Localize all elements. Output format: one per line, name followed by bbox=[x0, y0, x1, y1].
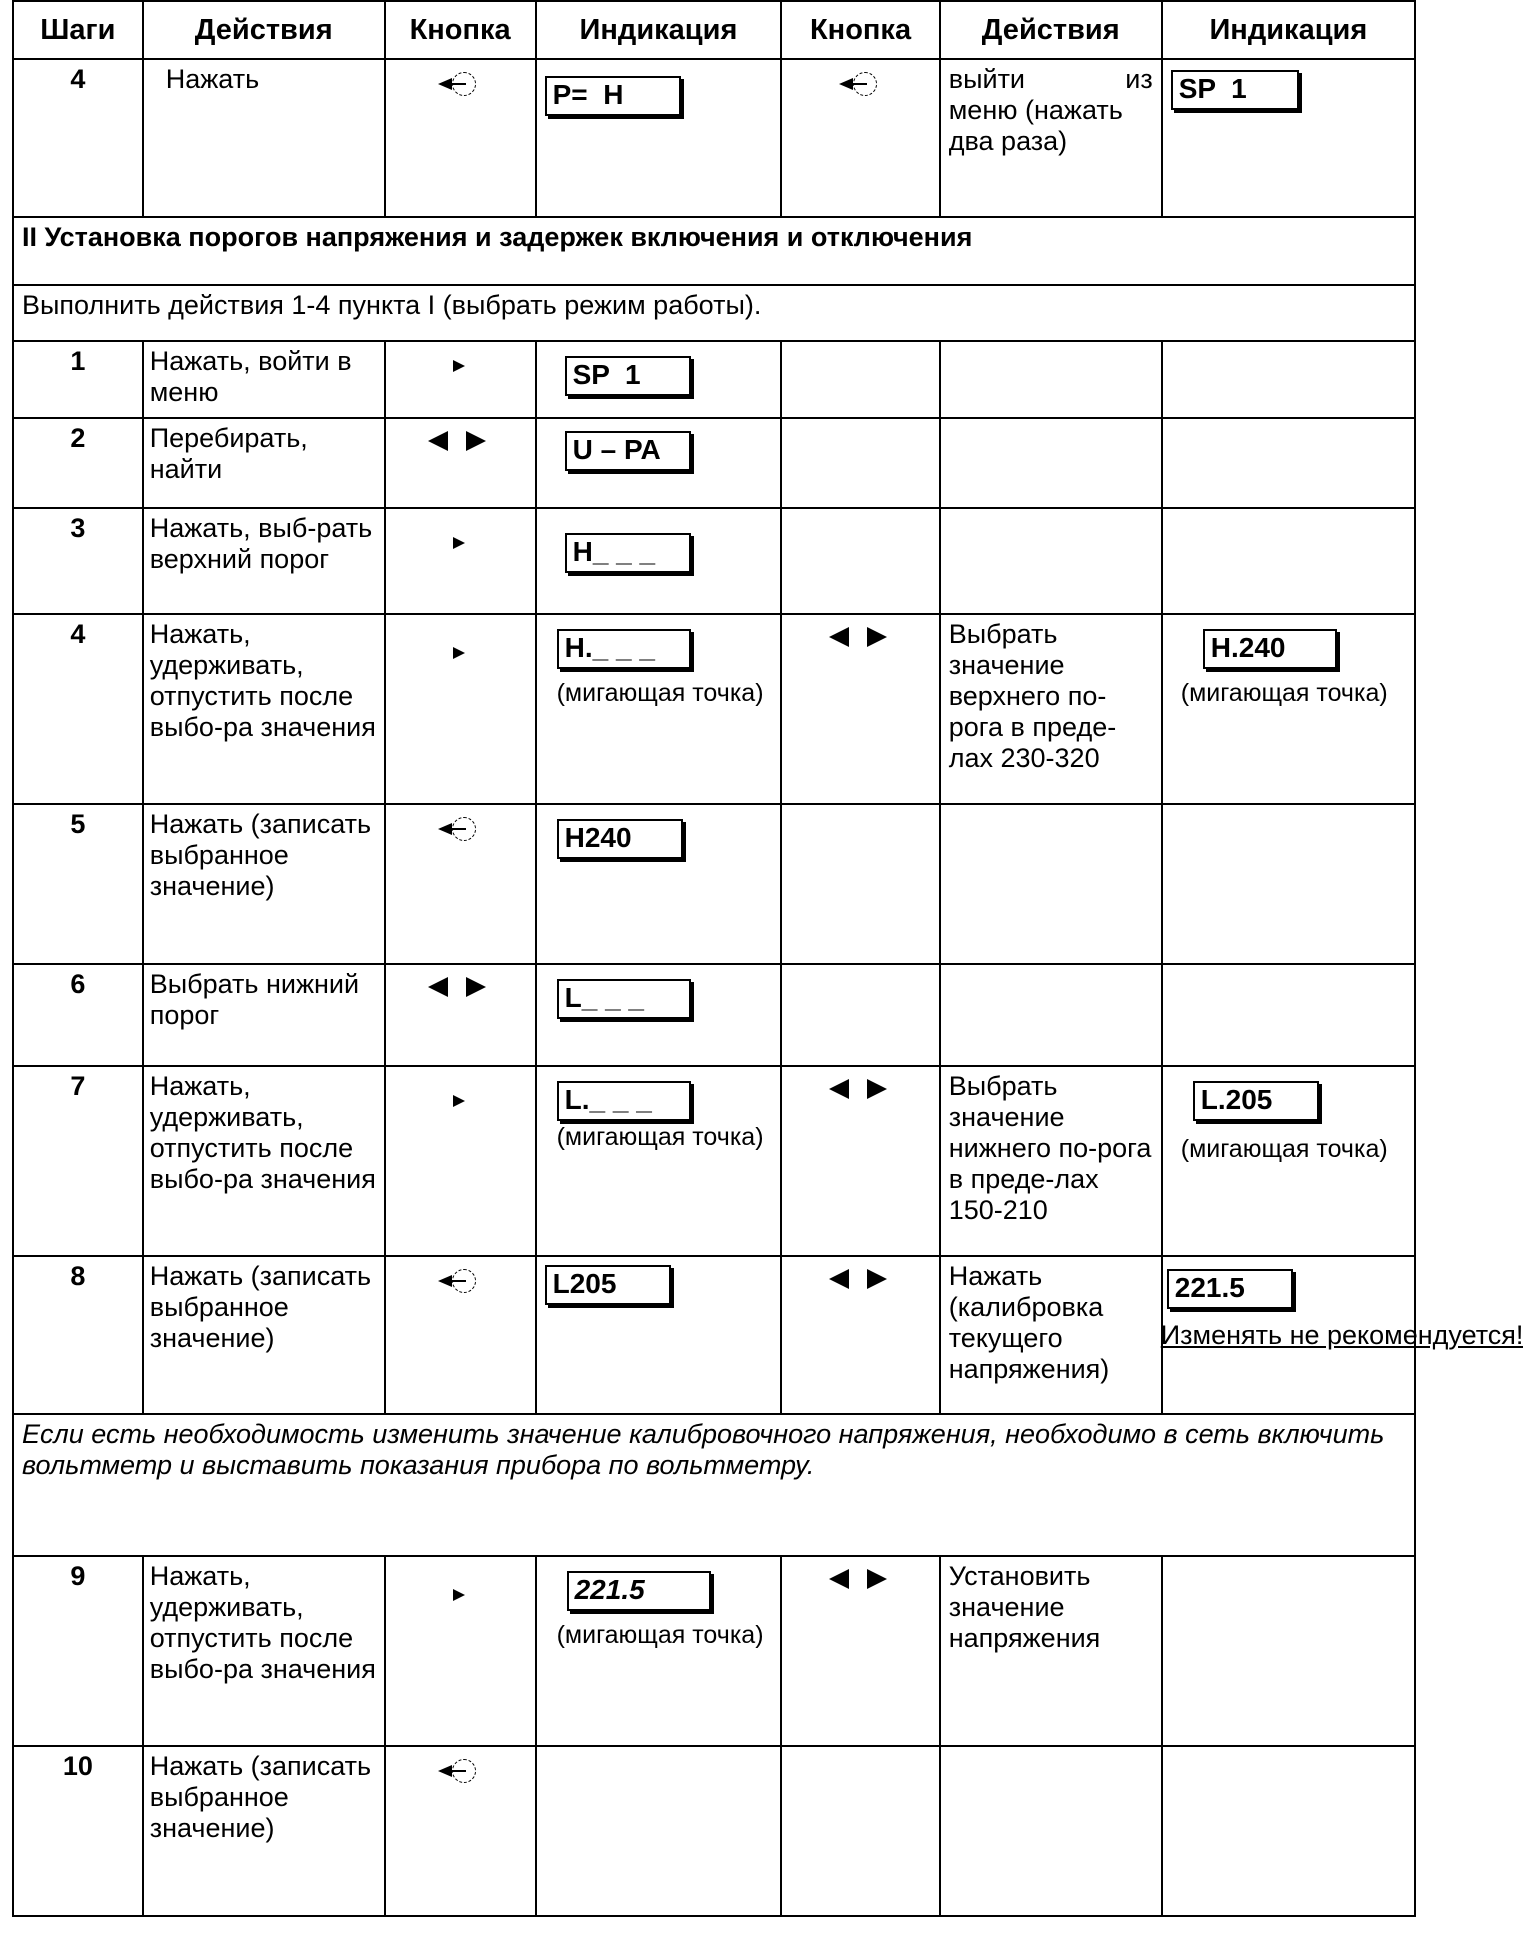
instruction-page bbox=[12, 0, 1523, 1917]
indication-cell-2 bbox=[1162, 1066, 1415, 1256]
action-cell: Нажать, выб-рать верхний порог bbox=[143, 508, 385, 614]
indication-cell-2 bbox=[1160, 1256, 1523, 1414]
action-cell: Выбрать нижний порог bbox=[143, 964, 385, 1066]
action-cell-2: Выбрать значение верхнего по-рога в преде-лах 230-320 bbox=[940, 614, 1162, 804]
indicator-display: L.205 bbox=[1193, 1081, 1319, 1121]
step-number: 6 bbox=[13, 964, 143, 1066]
section-row bbox=[13, 217, 1415, 285]
table-row bbox=[13, 1556, 1415, 1746]
step-number: 10 bbox=[13, 1746, 143, 1916]
button-cell-2 bbox=[781, 614, 939, 804]
header-button: Кнопка bbox=[385, 1, 536, 59]
indication-cell bbox=[536, 1066, 782, 1256]
indicator-note: (мигающая точка) bbox=[556, 679, 764, 707]
left-right-triangles-icon bbox=[829, 1569, 893, 1589]
button-cell bbox=[385, 418, 536, 508]
indicator-display: L._ _ _ bbox=[557, 1081, 691, 1121]
button-cell bbox=[385, 614, 536, 804]
enter-arrow-icon bbox=[438, 1757, 482, 1787]
table-row bbox=[13, 1256, 1415, 1414]
indicator-display: 221.5 bbox=[567, 1571, 711, 1611]
button-cell bbox=[385, 804, 536, 964]
button-cell bbox=[385, 508, 536, 614]
step-number: 5 bbox=[13, 804, 143, 964]
right-triangle-icon bbox=[453, 647, 467, 661]
enter-arrow-icon bbox=[839, 70, 883, 100]
table-row bbox=[13, 614, 1415, 804]
indicator-note: (мигающая точка) bbox=[1180, 679, 1388, 707]
button-cell bbox=[385, 964, 536, 1066]
step-number: 4 bbox=[13, 614, 143, 804]
indication-cell bbox=[536, 341, 782, 418]
action-cell: Нажать, войти в меню bbox=[143, 341, 385, 418]
right-triangle-icon bbox=[453, 1589, 467, 1603]
indicator-display: U – PA bbox=[565, 431, 691, 471]
action-cell: Нажать (записать выбранное значение) bbox=[143, 1746, 385, 1916]
table-row bbox=[13, 418, 1415, 508]
header-actions: Действия bbox=[143, 1, 385, 59]
header-actions-2: Действия bbox=[940, 1, 1162, 59]
left-right-triangles-icon bbox=[829, 1269, 893, 1289]
indicator-note: (мигающая точка) bbox=[556, 1123, 764, 1151]
action-cell: Нажать (записать выбранное значение) bbox=[143, 1256, 385, 1414]
indicator-display: H_ _ _ bbox=[565, 533, 691, 573]
indicator-note: (мигающая точка) bbox=[1180, 1135, 1388, 1163]
action-cell: Нажать, удерживать, отпустить после выбо-ра значения bbox=[143, 614, 385, 804]
header-indication-2: Индикация bbox=[1162, 1, 1415, 59]
step-number: 4 bbox=[13, 59, 143, 217]
enter-arrow-icon bbox=[438, 1267, 482, 1297]
note-row bbox=[13, 1414, 1415, 1556]
indication-cell bbox=[536, 1256, 782, 1414]
header-indication: Индикация bbox=[536, 1, 782, 59]
action-cell-2: Установить значение напряжения bbox=[940, 1556, 1162, 1746]
indicator-note: (мигающая точка) bbox=[556, 1621, 764, 1649]
enter-arrow-icon bbox=[438, 70, 482, 100]
indicator-display: L_ _ _ bbox=[557, 979, 691, 1019]
step-number: 3 bbox=[13, 508, 143, 614]
indicator-display: H._ _ _ bbox=[557, 629, 691, 669]
button-cell bbox=[385, 1256, 536, 1414]
step-number: 2 bbox=[13, 418, 143, 508]
indication-cell bbox=[536, 804, 782, 964]
indication-cell bbox=[536, 508, 782, 614]
calibration-note: Если есть необходимость изменить значение калибровочного напряжения, необходимо в сеть включить вольтметр и выставить показания прибора по вольтметру. bbox=[13, 1414, 1415, 1556]
action-cell-2: Нажать (калибровка текущего напряжения) bbox=[940, 1256, 1162, 1414]
action-text: меню (нажать два раза) bbox=[948, 95, 1123, 156]
header-button-2: Кнопка bbox=[781, 1, 939, 59]
button-cell-2 bbox=[781, 1256, 939, 1414]
action-cell-2: Выбрать значение нижнего по-рога в преде-лах 150-210 bbox=[940, 1066, 1162, 1256]
action-cell-2 bbox=[940, 59, 1162, 217]
left-right-triangles-icon bbox=[829, 1079, 893, 1099]
action-word: выйти bbox=[948, 64, 1026, 94]
section-note: Выполнить действия 1-4 пункта I (выбрать режим работы). bbox=[13, 285, 1415, 341]
indication-cell-2 bbox=[1162, 59, 1415, 217]
header-steps: Шаги bbox=[13, 1, 143, 59]
left-right-triangles-icon bbox=[428, 431, 492, 451]
action-cell: Перебирать, найти bbox=[143, 418, 385, 508]
table-row bbox=[13, 804, 1415, 964]
button-cell-2 bbox=[781, 1556, 939, 1746]
action-cell: Нажать (записать выбранное значение) bbox=[143, 804, 385, 964]
step-number: 7 bbox=[13, 1066, 143, 1256]
indication-cell bbox=[536, 418, 782, 508]
action-cell: Нажать, удерживать, отпустить после выбо-ра значения bbox=[143, 1066, 385, 1256]
action-word: из bbox=[1125, 64, 1153, 94]
step-number: 1 bbox=[13, 341, 143, 418]
table-row bbox=[13, 508, 1415, 614]
right-triangle-icon bbox=[453, 360, 467, 374]
button-cell-2 bbox=[781, 59, 939, 217]
button-cell bbox=[385, 59, 536, 217]
left-right-triangles-icon bbox=[829, 627, 893, 647]
table-row bbox=[13, 1066, 1415, 1256]
button-cell bbox=[385, 1556, 536, 1746]
table-row bbox=[13, 1746, 1415, 1916]
indicator-display: H240 bbox=[557, 819, 683, 859]
left-right-triangles-icon bbox=[428, 977, 492, 997]
button-cell bbox=[385, 1066, 536, 1256]
enter-arrow-icon bbox=[438, 815, 482, 845]
section-title: II Установка порогов напряжения и задержек включения и отключения bbox=[13, 217, 1415, 285]
step-number: 8 bbox=[13, 1256, 143, 1414]
indicator-display: H.240 bbox=[1203, 629, 1337, 669]
table-row bbox=[13, 59, 1415, 217]
right-triangle-icon bbox=[453, 1095, 467, 1109]
instruction-table bbox=[12, 0, 1523, 1917]
button-cell bbox=[385, 341, 536, 418]
indication-cell-2 bbox=[1162, 614, 1415, 804]
indication-cell bbox=[536, 614, 782, 804]
step-number: 9 bbox=[13, 1556, 143, 1746]
warning-text: Изменять не рекомендуется! bbox=[1160, 1320, 1523, 1350]
action-cell: Нажать bbox=[143, 59, 385, 217]
indicator-display: SP 1 bbox=[1171, 70, 1299, 110]
indicator-display: P= H bbox=[545, 76, 681, 116]
indicator-display: L205 bbox=[545, 1265, 671, 1305]
right-triangle-icon bbox=[453, 537, 467, 551]
table-row bbox=[13, 341, 1415, 418]
table-row bbox=[13, 964, 1415, 1066]
indication-cell bbox=[536, 59, 782, 217]
indicator-display: SP 1 bbox=[565, 356, 691, 396]
note-row bbox=[13, 285, 1415, 341]
indication-cell bbox=[536, 964, 782, 1066]
indicator-display: 221.5 bbox=[1167, 1269, 1293, 1309]
action-cell: Нажать, удерживать, отпустить после выбо-ра значения bbox=[143, 1556, 385, 1746]
header-row bbox=[13, 1, 1415, 59]
indication-cell bbox=[536, 1556, 782, 1746]
button-cell bbox=[385, 1746, 536, 1916]
button-cell-2 bbox=[781, 1066, 939, 1256]
